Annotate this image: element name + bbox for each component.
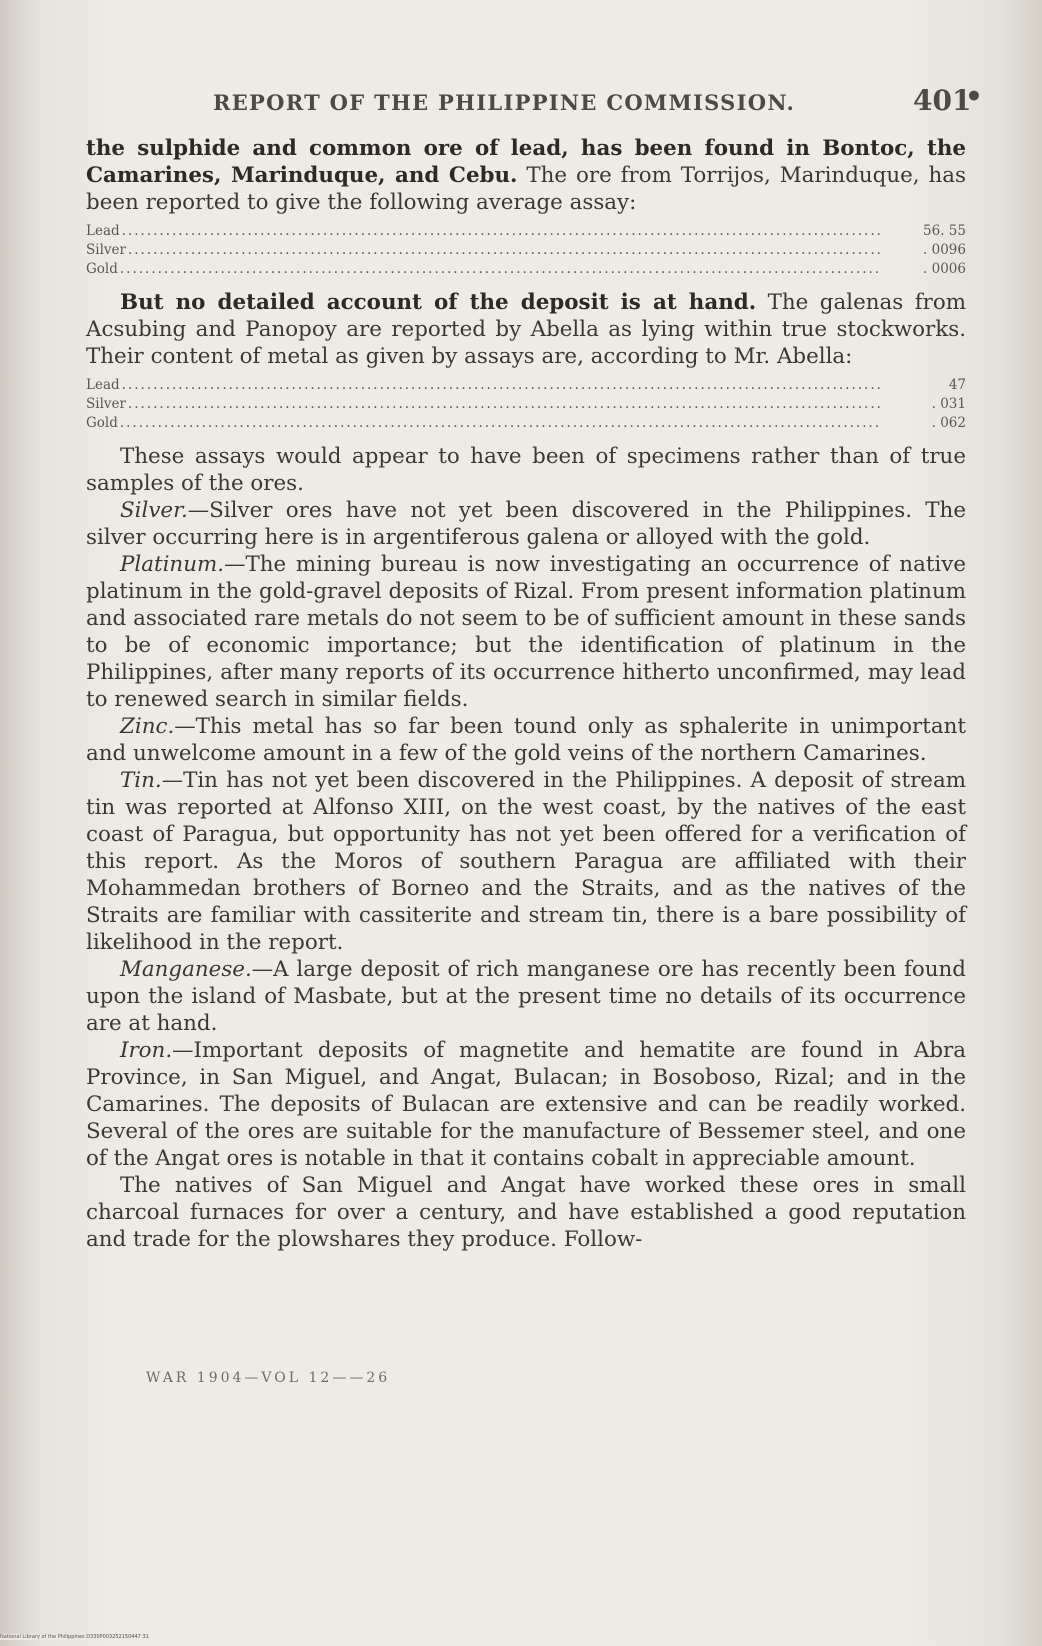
- galenas-text-1: But no detailed account of the deposit is at hand.: [120, 290, 757, 315]
- leader-dots: [120, 414, 882, 433]
- section-heading: Tin.: [120, 768, 162, 793]
- galenas-text-2: The galenas from Acsubing and Panopoy are reported by Abella as lying within true stockworks.: [86, 290, 966, 342]
- section-iron: [86, 1037, 966, 1172]
- intro-paragraph: [86, 135, 966, 216]
- section-silver: [86, 497, 966, 551]
- leader-dots: [122, 222, 882, 241]
- section-text: —A large deposit of rich manganese ore has recently been found upon the island of Masbate, but at the present time no details of its occurrence are at hand.: [86, 957, 966, 1036]
- leader-dots: [122, 376, 882, 395]
- assay-table-abella: [86, 376, 966, 433]
- intro-prefix: the sulphide and common ore of lead, has been found in Bontoc, the Camarines, Marinduque, and Cebu.: [86, 136, 966, 188]
- running-header: [213, 80, 985, 124]
- assay-value: . 0006: [923, 261, 966, 277]
- final-paragraph: The natives of San Miguel and Angat have worked these ores in small charcoal furnaces for over a century, and have established a good reputation and trade for the plowshares they produce. Follow-: [86, 1173, 966, 1252]
- assay-label: Gold: [86, 261, 118, 277]
- assay-table-torrijos: [86, 222, 966, 279]
- section-heading: Silver.: [120, 498, 188, 523]
- assay-value: 47: [948, 377, 966, 393]
- galenas-paragraph: [86, 289, 966, 370]
- leader-dots: [120, 260, 882, 279]
- assay-value: . 062: [931, 415, 966, 431]
- section-heading: Manganese.: [120, 957, 252, 982]
- section-heading: Iron.: [120, 1038, 173, 1063]
- assay-row: [86, 222, 966, 241]
- assay-row: [86, 241, 966, 260]
- assay-label: Silver: [86, 396, 126, 412]
- section-tin: [86, 767, 966, 956]
- assay-label: Lead: [86, 377, 120, 393]
- assay-value: . 0096: [923, 242, 966, 258]
- leader-dots: [128, 395, 882, 414]
- margin-mark: •: [965, 80, 985, 113]
- page-number: 401: [913, 84, 972, 117]
- assay-label: Lead: [86, 223, 120, 239]
- section-zinc: [86, 713, 966, 767]
- signature-line: WAR 1904—VOL 12——26: [146, 1370, 391, 1386]
- section-text: —Tin has not yet been discovered in the Philippines. A deposit of stream tin was reported at Alfonso XIII, on the west coast, by the natives of the east coast of Paragua, but opportunity has not yet been offered for a verification of this report. As the Moros of southern Paragua are affiliated with their Mohammedan brothers of Borneo and the Straits, and as the natives of the Straits are familiar with cassiterite and stream tin, there is a bare possibility of likelihood in the report.: [86, 768, 966, 955]
- assay-row: [86, 376, 966, 395]
- header-title: REPORT OF THE PHILIPPINE COMMISSION.: [213, 90, 796, 115]
- assays-paragraph: These assays would appear to have been of specimens rather than of true samples of the ores.: [86, 444, 966, 496]
- intro-suffix: The ore from Torrijos, Marinduque, has been reported to give the following average assay:: [86, 163, 966, 215]
- assay-label: Gold: [86, 415, 118, 431]
- body-text: [86, 135, 966, 1253]
- section-text: —This metal has so far been tound only as sphalerite in unimportant and unwelcome amount in a few of the gold veins of the northern Camarines.: [86, 714, 966, 766]
- leader-dots: [128, 241, 882, 260]
- section-text: —Silver ores have not yet been discovered in the Philippines. The silver occurring here is in argentiferous galena or alloyed with the gold.: [86, 498, 966, 550]
- scan-credit: National Library of the Philippines D330P003252150447 31: [0, 1634, 149, 1640]
- section-manganese: [86, 956, 966, 1037]
- section-heading: Zinc.: [120, 714, 175, 739]
- assay-value: 56. 55: [923, 223, 966, 239]
- assay-label: Silver: [86, 242, 126, 258]
- assay-row: [86, 395, 966, 414]
- assay-value: . 031: [931, 396, 966, 412]
- assay-row: [86, 260, 966, 279]
- section-heading: Platinum.: [120, 552, 225, 577]
- section-text: —Important deposits of magnetite and hematite are found in Abra Province, in San Miguel, and Angat, Bulacan; in Bosoboso, Rizal; and in the Camarines. The deposits of Bulacan are extensive and can be readily worked. Several of the ores are suitable for the manufacture of Bessemer steel, and one of the Angat ores is notable in that it contains cobalt in appreciable amount.: [86, 1038, 966, 1171]
- section-platinum: [86, 551, 966, 713]
- galenas-text-3: Their content of metal as given by assays are, according to Mr. Abella:: [86, 344, 853, 369]
- section-text: —The mining bureau is now investigating an occurrence of native platinum in the gold-gravel deposits of Rizal. From present information platinum and associated rare metals do not seem to be of sufficient amount in these sands to be of economic importance; but the identification of platinum in the Philippines, after many reports of its occurrence hitherto unconfirmed, may lead to renewed search in similar fields.: [86, 552, 966, 712]
- assay-row: [86, 414, 966, 433]
